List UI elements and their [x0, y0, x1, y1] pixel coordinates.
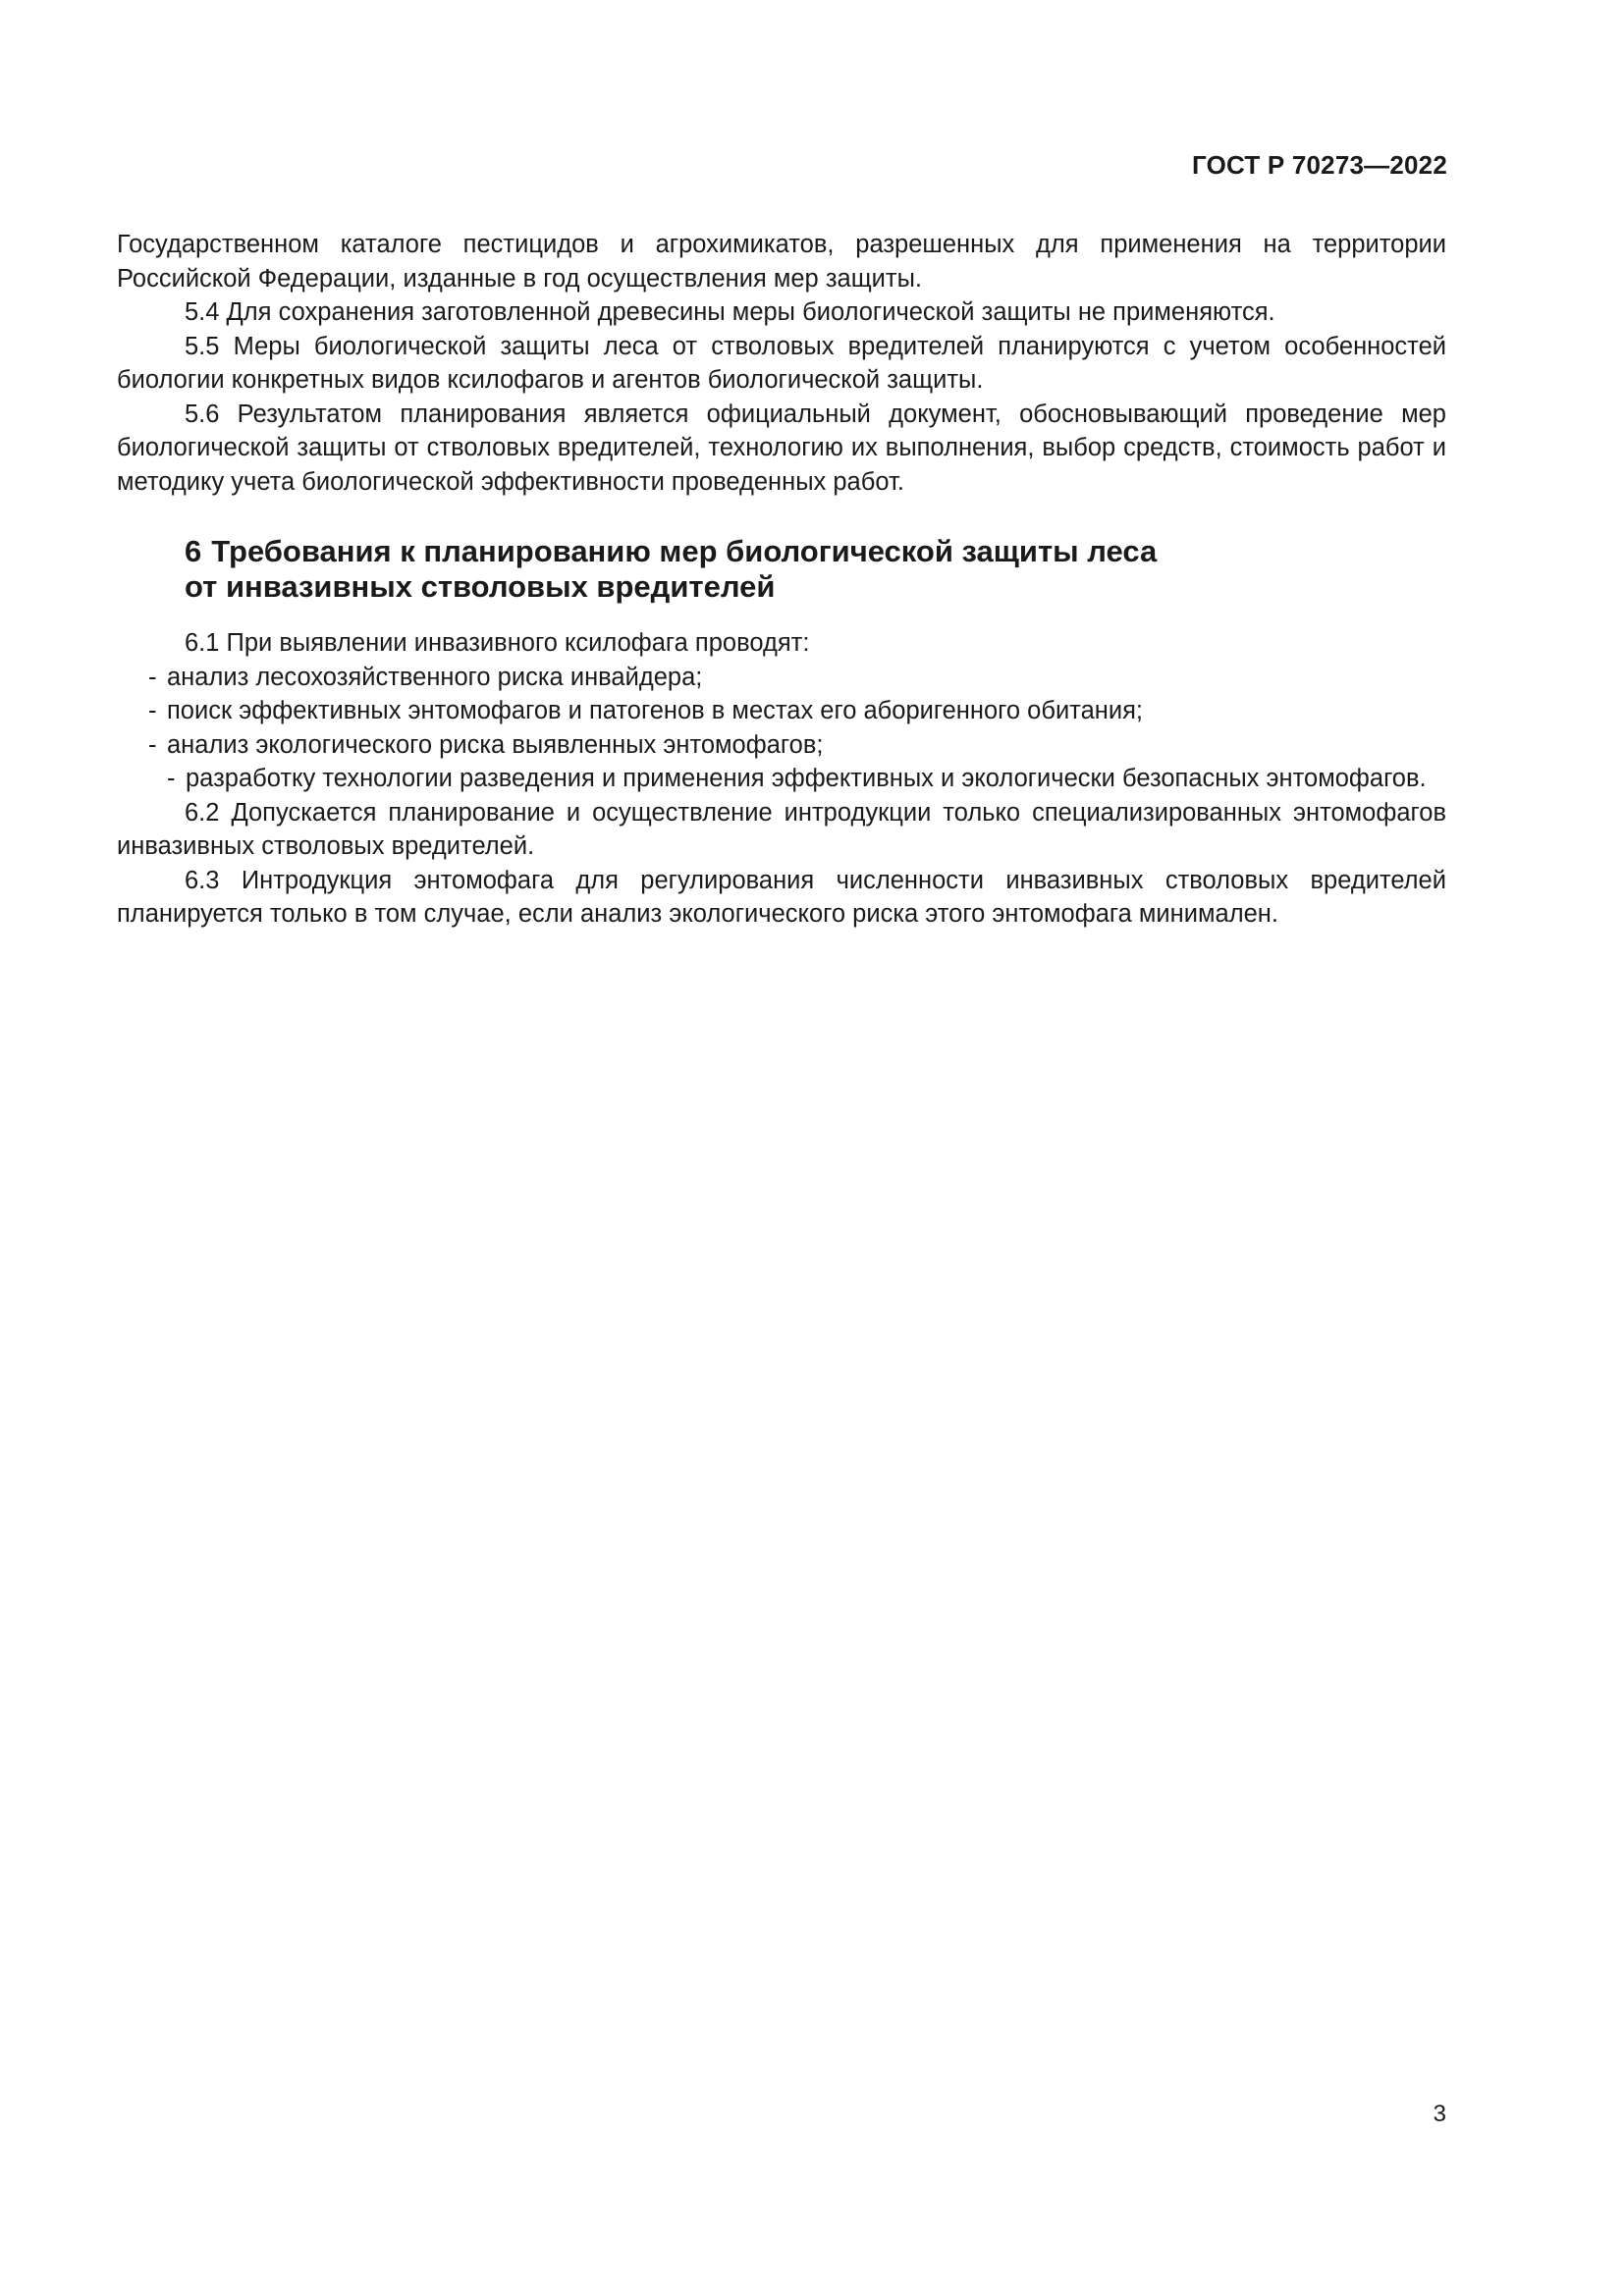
bullet-dash: - — [167, 765, 176, 792]
section-6-heading — [117, 534, 1446, 605]
document-code: ГОСТ Р 70273—2022 — [1192, 150, 1447, 180]
list-item-text: разработку технологии разведения и применения эффективных и экологически безопасных энтомофагов. — [186, 765, 1427, 792]
bullet-dash: - — [148, 663, 157, 691]
paragraph-6-3: 6.3 Интродукция энтомофага для регулирования численности инвазивных стволовых вредителей планируется только в том случае, если анализ экологического риска этого энтомофага минимален. — [117, 866, 1446, 928]
paragraph-6-2: 6.2 Допускается планирование и осуществление интродукции только специализированных энтомофагов инвазивных стволовых вредителей. — [117, 798, 1446, 860]
list-item — [117, 728, 1446, 763]
section-6-title-line2: от инвазивных стволовых вредителей — [185, 569, 776, 604]
section-6-number: 6 — [185, 534, 202, 568]
section-6-title-line1: Требования к планированию мер биологической защиты леса — [211, 534, 1158, 568]
paragraph-5-5: 5.5 Меры биологической защиты леса от стволовых вредителей планируются с учетом особенностей биологии конкретных видов ксилофагов и агентов биологической защиты. — [117, 332, 1446, 394]
document-body — [117, 228, 1446, 932]
bullet-dash: - — [148, 730, 157, 759]
list-item — [117, 694, 1446, 728]
list-item-text: поиск эффективных энтомофагов и патогенов в местах его аборигенного обитания; — [167, 697, 1143, 724]
paragraph-5-6: 5.6 Результатом планирования является официальный документ, обосновывающий проведение мер биологической защиты от стволовых вредителей, технологию их выполнения, выбор средств, стоимость работ и методику учета биологической эффективности проведенных работ. — [117, 400, 1446, 496]
page-number: 3 — [1433, 2101, 1446, 2127]
list-item-text: анализ лесохозяйственного риска инвайдера; — [167, 663, 703, 691]
paragraph-5-4: 5.4 Для сохранения заготовленной древесины меры биологической защиты не применяются. — [185, 298, 1275, 326]
paragraph-6-1: 6.1 При выявлении инвазивного ксилофага проводят: — [185, 629, 810, 657]
bullet-dash: - — [148, 697, 157, 724]
list-item-text: анализ экологического риска выявленных энтомофагов; — [167, 730, 824, 759]
list-item — [117, 762, 1446, 796]
list-item — [117, 661, 1446, 695]
paragraph-continuation: Государственном каталоге пестицидов и агрохимикатов, разрешенных для применения на территории Российской Федерации, изданные в год осуществления мер защиты. — [117, 231, 1446, 293]
